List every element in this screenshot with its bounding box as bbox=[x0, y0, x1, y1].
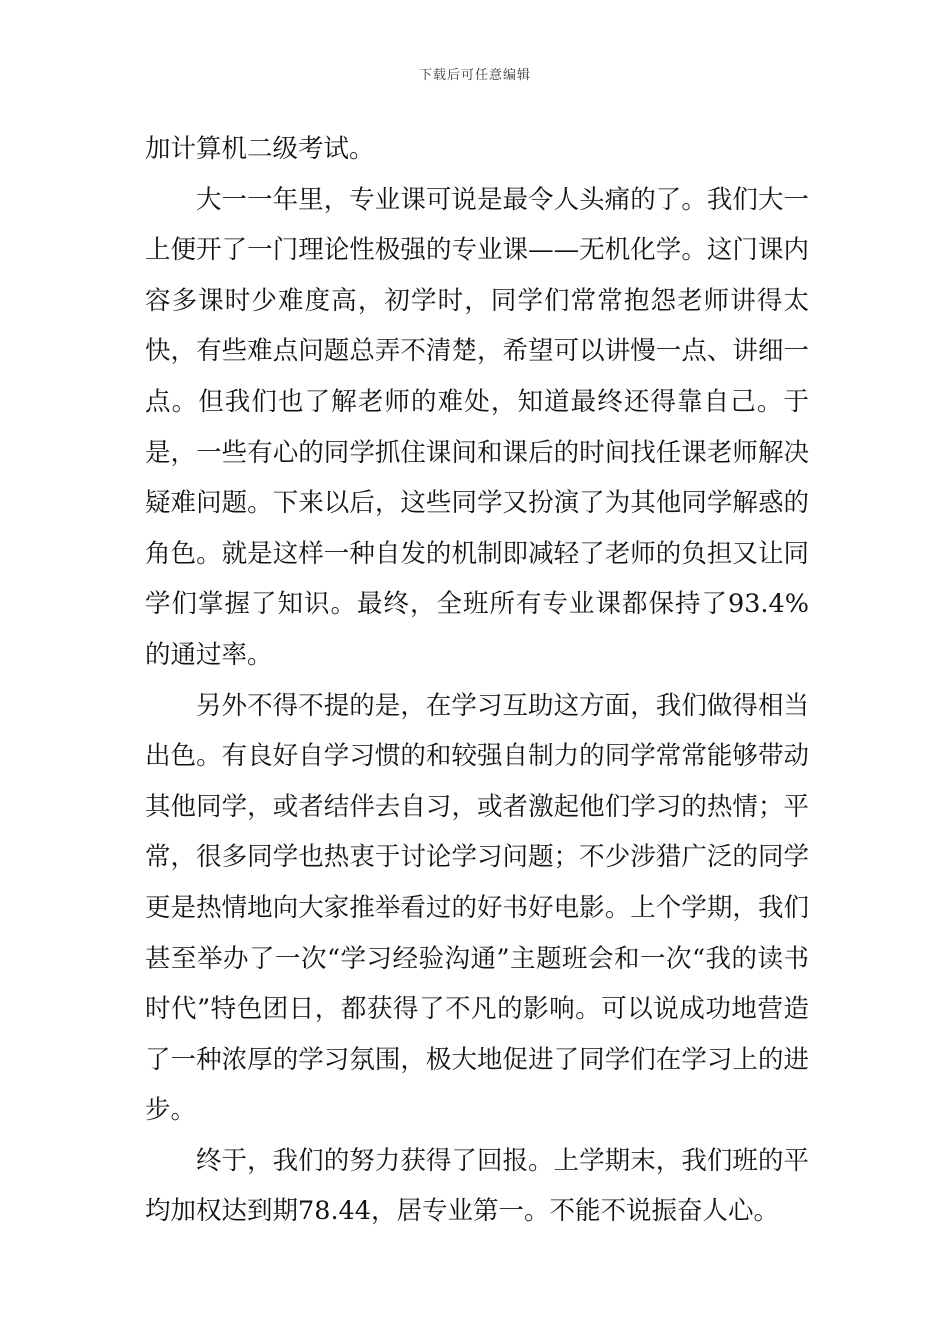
paragraph-specialty-courses: 大一一年里，专业课可说是最令人头痛的了。我们大一上便开了一门理论性极强的专业课——无机化学。这门课内容多课时少难度高，初学时，同学们常常抱怨老师讲得太快，有些难点问题总弄不清楚，希望可以讲慢一点、讲细一点。但我们也了解老师的难处，知道最终还得靠自己。于是，一些有心的同学抓住课间和课后的时间找任课老师解决疑难问题。下来以后，这些同学又扮演了为其他同学解惑的角色。就是这样一种自发的机制即减轻了老师的负担又让同学们掌握了知识。最终，全班所有专业课都保持了93.4%的通过率。 bbox=[145, 184, 809, 670]
paragraph-study-mutual-aid: 另外不得不提的是，在学习互助这方面，我们做得相当出色。有良好自学习惯的和较强自制力的同学常常能够带动其他同学，或者结伴去自习，或者激起他们学习的热情；平常，很多同学也热衷于讨论学习问题；不少涉猎广泛的同学更是热情地向大家推举看过的好书好电影。上个学期，我们甚至举办了一次“学习经验沟通”主题班会和一次“我的读书时代”特色团日，都获得了不凡的影响。可以说成功地营造了一种浓厚的学习氛围，极大地促进了同学们在学习上的进步。 bbox=[145, 690, 809, 1126]
document-body bbox=[145, 124, 809, 1237]
page-header: 下载后可任意编辑 bbox=[418, 68, 531, 83]
paragraph-results: 终于，我们的努力获得了回报。上学期末，我们班的平均加权达到期78.44，居专业第一。不能不说振奋人心。 bbox=[145, 1145, 809, 1227]
paragraph-continuation: 加计算机二级考试。 bbox=[145, 134, 375, 164]
